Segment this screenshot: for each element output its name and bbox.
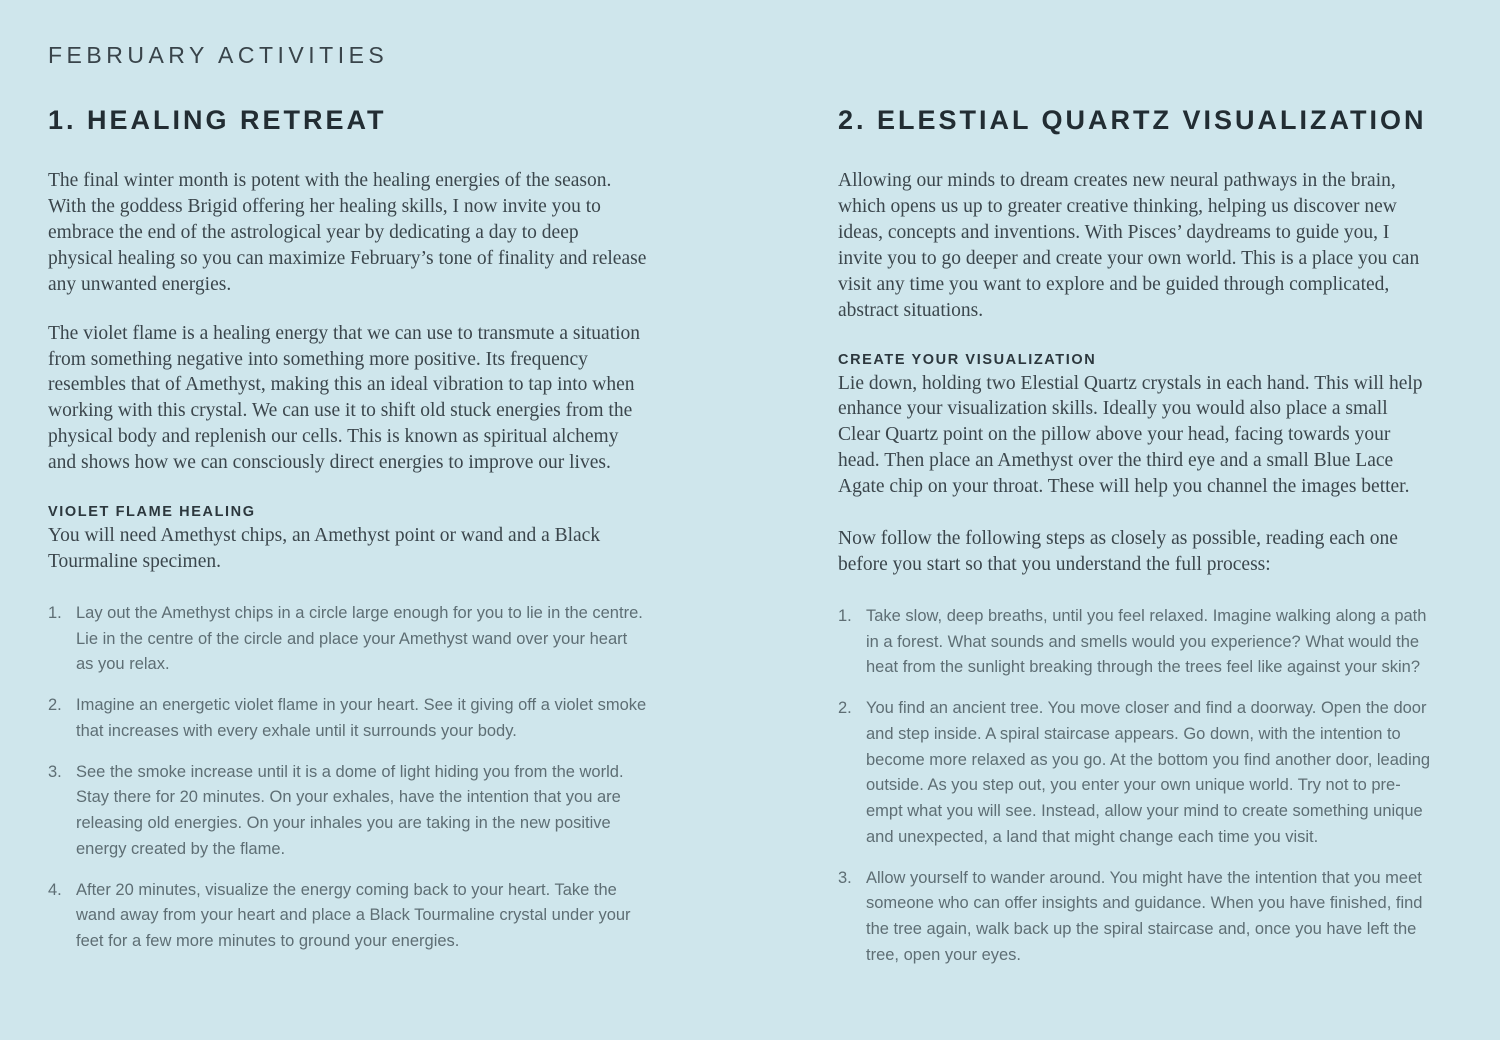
numbered-step-list bbox=[838, 604, 1434, 969]
list-item-text: You find an ancient tree. You move closer and find a doorway. Open the door and step inside. A spiral staircase appears. Go down, with the intention to become more relaxed as you go. At the bottom you find another door, leading outside. As you step out, you enter your own unique world. Try not to pre-empt what you will see. Instead, allow your mind to create something unique and unexpected, a land that might change each time you visit. bbox=[866, 699, 1431, 846]
list-item-number: 1. bbox=[48, 603, 62, 622]
list-item-number: 4. bbox=[48, 880, 62, 899]
list-item-number: 2. bbox=[838, 699, 852, 718]
list-item-text: Take slow, deep breaths, until you feel relaxed. Imagine walking along a path in a forest. What sounds and smells would you experience? What would the heat from the sunlight breaking through the trees feel like against your skin? bbox=[866, 606, 1427, 677]
list-item bbox=[48, 601, 648, 678]
two-column-layout bbox=[48, 105, 1452, 984]
paragraph: Lie down, holding two Elestial Quartz crystals in each hand. This will help enhance your visualization skills. Ideally you would also place a small Clear Quartz point on the pillow above your head, facing towards your head. Then place an Amethyst over the third eye and a small Blue Lace Agate chip on your throat. These will help you channel the images better. bbox=[838, 372, 1423, 498]
list-item bbox=[48, 878, 648, 955]
list-item bbox=[838, 696, 1434, 850]
list-item-number: 3. bbox=[48, 762, 62, 781]
paragraph: The violet flame is a healing energy that we can use to transmute a situation from something negative into something more positive. Its frequency resembles that of Amethyst, making this an ideal vibration to tap into when working with this crystal. We can use it to shift old stuck energies from the physical body and replenish our cells. This is known as spiritual alchemy and shows how we can consciously direct energies to improve our lives. bbox=[48, 322, 641, 474]
list-item-text: See the smoke increase until it is a dome of light hiding you from the world. Stay there for 20 minutes. On your exhales, have the intention that you are releasing old energies. On your inhales you are taking in the new positive energy created by the flame. bbox=[76, 762, 624, 858]
paragraph: The final winter month is potent with the healing energies of the season. With the goddess Brigid offering her healing skills, I now invite you to embrace the end of the astrological year by dedicating a day to deep physical healing so you can maximize February’s tone of finality and release any unwanted energies. bbox=[48, 170, 647, 295]
right-column-elestial-quartz bbox=[838, 105, 1434, 984]
numbered-step-list bbox=[48, 601, 648, 955]
list-item-text: Imagine an energetic violet flame in your heart. See it giving off a violet smoke that increases with every exhale until it surrounds your body. bbox=[76, 696, 647, 740]
list-item-number: 1. bbox=[838, 606, 852, 625]
list-item-text: Lay out the Amethyst chips in a circle large enough for you to lie in the centre. Lie in the centre of the circle and place your Amethyst wand over your heart as you relax. bbox=[76, 603, 643, 674]
list-item bbox=[48, 760, 648, 863]
left-column-healing-retreat bbox=[48, 105, 648, 984]
list-item-number: 3. bbox=[838, 868, 852, 887]
subheading-violet-flame-healing: VIOLET FLAME HEALING bbox=[48, 504, 256, 521]
subheading-create-your-visualization: CREATE YOUR VISUALIZATION bbox=[838, 351, 1097, 368]
paragraph: You will need Amethyst chips, an Amethyst point or wand and a Black Tourmaline specimen. bbox=[48, 525, 601, 573]
section-heading-healing-retreat: 1. HEALING RETREAT bbox=[48, 105, 387, 135]
list-item bbox=[48, 693, 648, 744]
list-item-text: Allow yourself to wander around. You might have the intention that you meet someone who can offer insights and guidance. When you have finished, find the tree again, walk back up the spiral staircase and, once you have left the tree, open your eyes. bbox=[866, 868, 1423, 964]
list-item-text: After 20 minutes, visualize the energy coming back to your heart. Take the wand away from your heart and place a Black Tourmaline crystal under your feet for a few more minutes to ground your energies. bbox=[76, 880, 631, 951]
paragraph: Allowing our minds to dream creates new neural pathways in the brain, which opens us up to greater creative thinking, helping us discover new ideas, concepts and inventions. With Pisces’ daydreams to guide you, I invite you to go deeper and create your own world. This is a place you can visit any time you want to explore and be guided through complicated, abstract situations. bbox=[838, 170, 1420, 321]
section-heading-elestial-quartz: 2. ELESTIAL QUARTZ VISUALIZATION bbox=[838, 105, 1427, 135]
list-item-number: 2. bbox=[48, 696, 62, 715]
list-item bbox=[838, 604, 1434, 681]
page-header-title: FEBRUARY ACTIVITIES bbox=[48, 42, 389, 68]
list-item bbox=[838, 866, 1434, 969]
paragraph: Now follow the following steps as closely as possible, reading each one before you start so that you understand the full process: bbox=[838, 528, 1398, 576]
